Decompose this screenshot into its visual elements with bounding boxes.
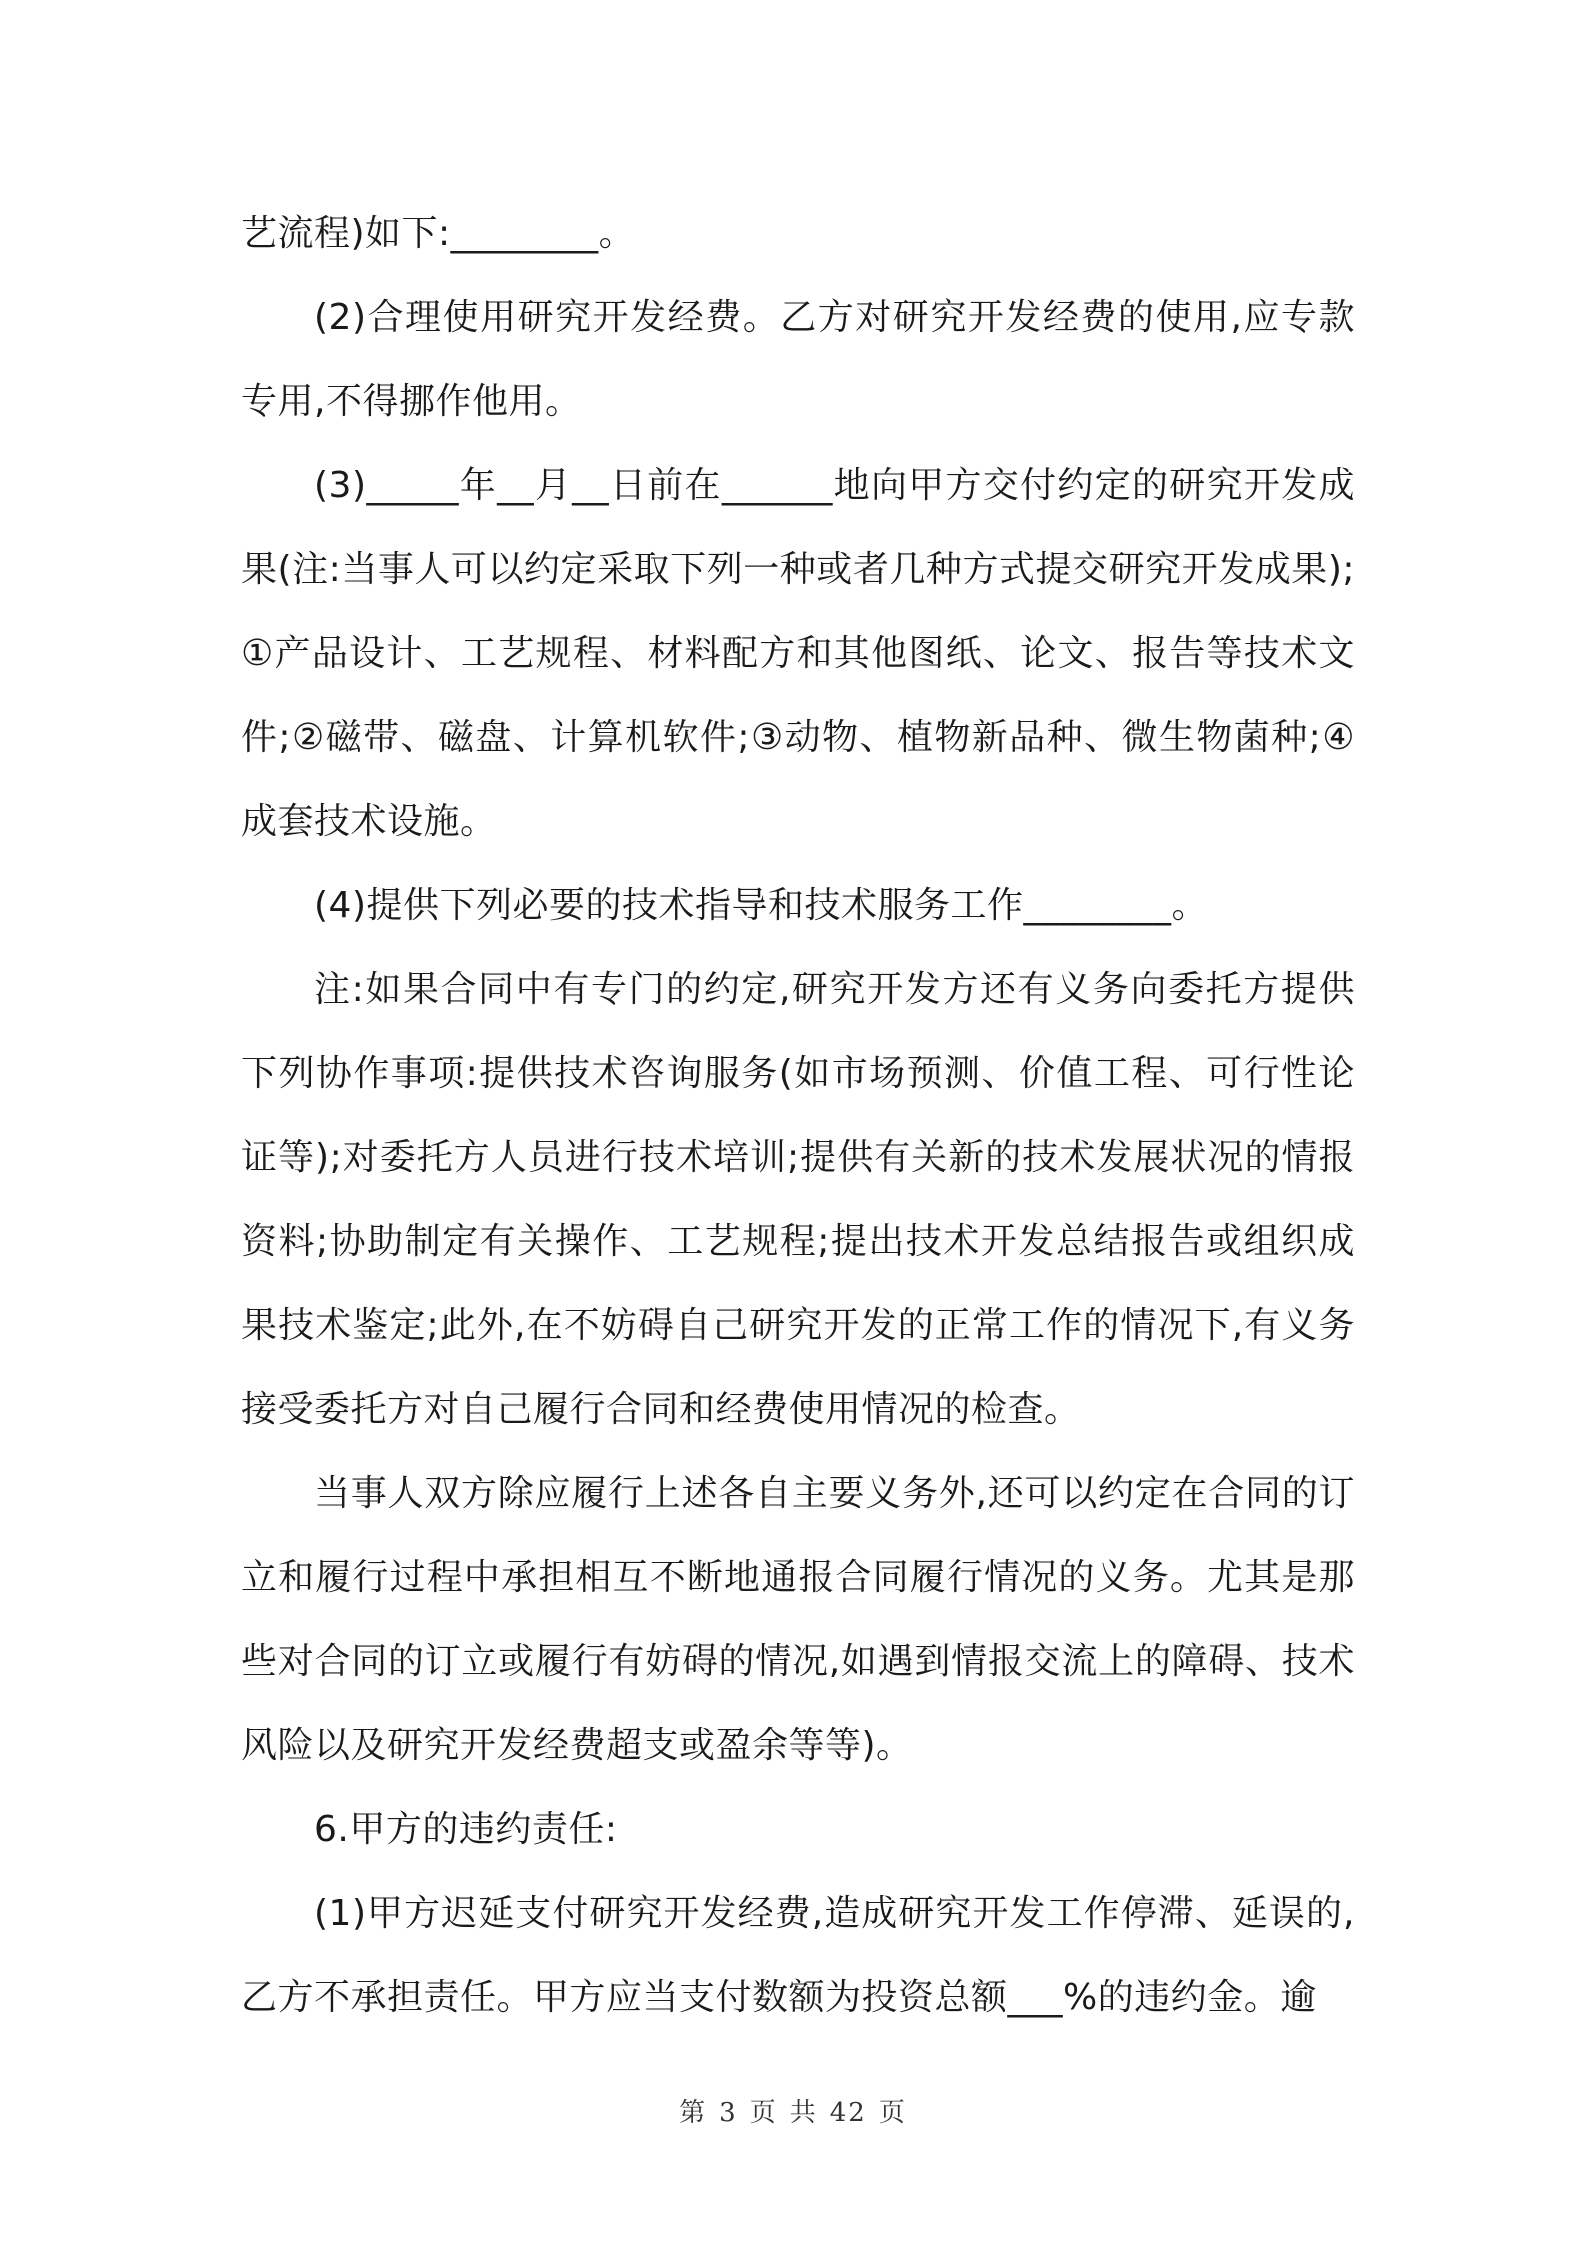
footer-page-word: 页 [749,2098,778,2128]
footer-total-word: 共 [789,2098,818,2128]
document-body [241,192,1355,2040]
section-heading: 6.甲方的违约责任: [314,1809,618,1850]
paragraph: 当事人双方除应履行上述各自主要义务外,还可以约定在合同的订立和履行过程中承担相互不断地通报合同履行情况的义务。尤其是那些对合同的订立或履行有妨碍的情况,如遇到情报交流上的障碍、技术风险以及研究开发经费超支或盈余等等)。 [241,1473,1355,1766]
current-page-number: 3 [719,2098,738,2128]
footer-prefix: 第 [679,2098,708,2128]
paragraph: (1)甲方迟延支付研究开发经费,造成研究开发工作停滞、延误的,乙方不承担责任。甲方应当支付数额为投资总额___%的违约金。逾 [241,1893,1355,2018]
paragraph: (4)提供下列必要的技术指导和技术服务工作________。 [314,885,1208,926]
paragraph: (2)合理使用研究开发经费。乙方对研究开发经费的使用,应专款专用,不得挪作他用。 [241,297,1355,422]
paragraph: 艺流程)如下:________。 [241,213,636,254]
footer-suffix: 页 [878,2098,907,2128]
page-footer [0,2092,1586,2129]
paragraph: 注:如果合同中有专门的约定,研究开发方还有义务向委托方提供下列协作事项:提供技术咨询服务(如市场预测、价值工程、可行性论证等);对委托方人员进行技术培训;提供有关新的技术发展状况的情报资料;协助制定有关操作、工艺规程;提出技术开发总结报告或组织成果技术鉴定;此外,在不妨碍自己研究开发的正常工作的情况下,有义务接受委托方对自己履行合同和经费使用情况的检查。 [241,969,1355,1430]
paragraph: (3)_____年__月__日前在______地向甲方交付约定的研究开发成果(注:当事人可以约定采取下列一种或者几种方式提交研究开发成果);①产品设计、工艺规程、材料配方和其他图纸、论文、报告等技术文件;②磁带、磁盘、计算机软件;③动物、植物新品种、微生物菌种;④成套技术设施。 [241,465,1355,842]
total-page-count: 42 [829,2098,867,2128]
